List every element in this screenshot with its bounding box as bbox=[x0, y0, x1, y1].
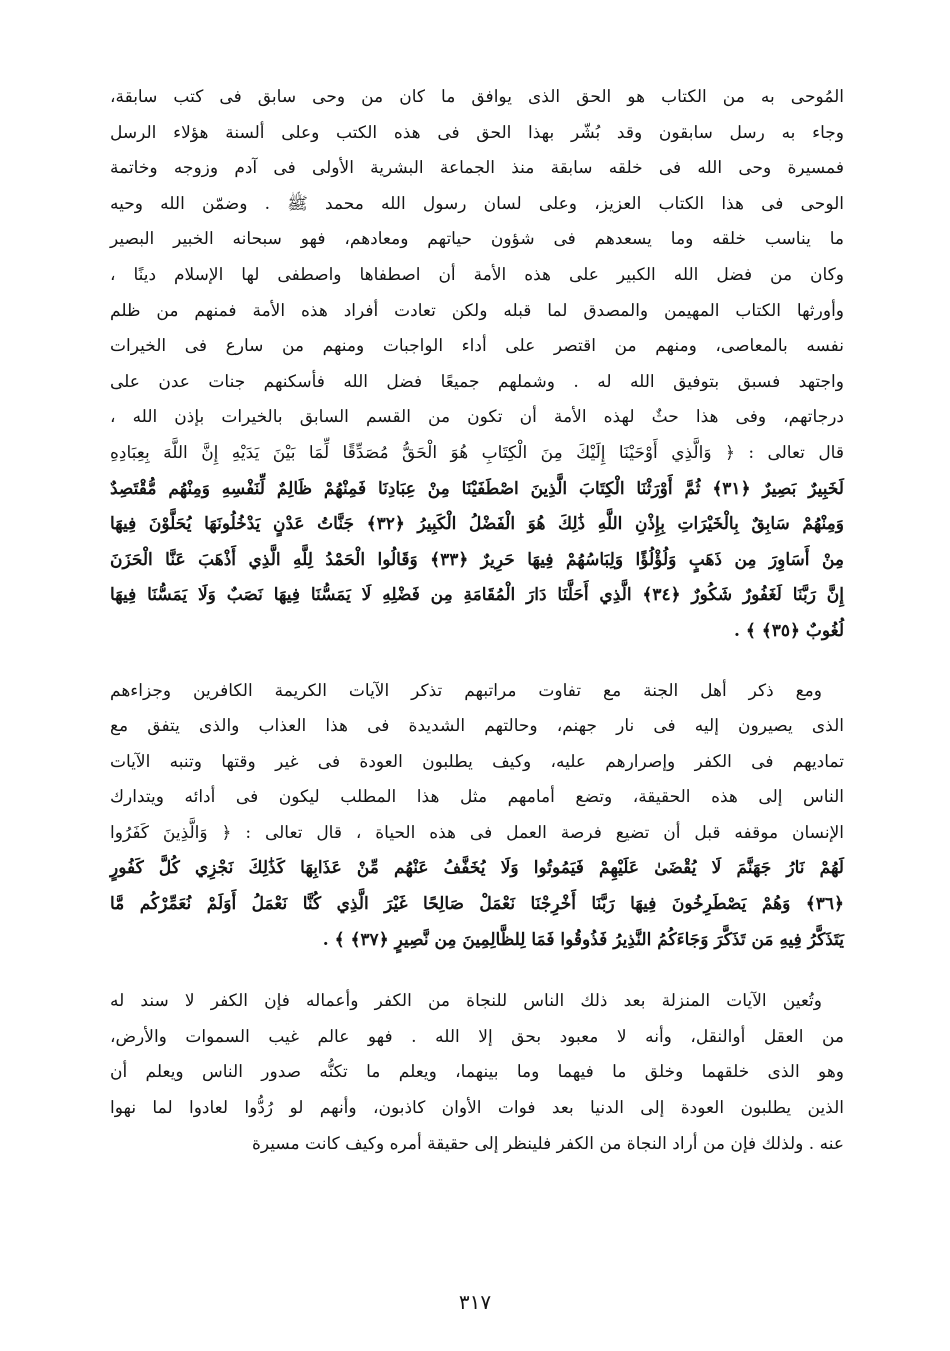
text-line: وتُعين الآيات المنزلة بعد ذلك الناس للنجاة من الكفر وأعماله فإن الكفر لا سند له bbox=[110, 991, 822, 1012]
text-line: قال تعالى : ﴿ وَالَّذِي أَوْحَيْنَا إِلَيْكَ مِنَ الْكِتَابِ هُوَ الْحَقُّ مُصَدِّقًا لِّمَا بَيْنَ يَدَيْهِ إِنَّ اللَّهَ بِعِبَادِهِ bbox=[110, 442, 844, 463]
text-line: وهو الذى خلقهما وخلق ما فيهما وما بينهما، ويعلم ما تكنُّه صدور الناس ويعلم أن bbox=[110, 1062, 844, 1083]
text-line: من العقل أوالنقل، وأنه لا معبود بحق إلا الله . فهو عالم غيب السموات والأرض، bbox=[110, 1026, 844, 1047]
paragraph bbox=[110, 80, 844, 650]
text-line: وجاء به رسل سابقون وقد بُشّر بهذا الحق فى هذه الكتب وعلى ألسنة هؤلاء الرسل bbox=[110, 122, 844, 143]
text-line: الإنسان موقفه قبل أن تضيع فرصة العمل فى هذه الحياة ، قال تعالى : ﴿ وَالَّذِينَ كَفَرُوا bbox=[110, 822, 844, 843]
text-line: وأورثها الكتاب المهيمن والمصدق لما قبله ولكن تعادت أفراد هذه الأمة فمنهم من ظلم bbox=[110, 300, 844, 321]
quran-verse-line: يَتَذَكَّرُ فِيهِ مَن تَذَكَّرَ وَجَاءَكُمُ النَّذِيرُ فَذُوقُوا فَمَا لِلظَّالِمِينَ مِن نَّصِيرٍ ﴿٣٧﴾ ﴾ . bbox=[322, 929, 844, 950]
text-line: عنه . ولذلك فإن من أراد النجاة من الكفر فلينظر إلى حقيقة أمره وكيف كانت مسيرة bbox=[251, 1133, 844, 1154]
text-line: درجاتهم، وفى هذا حثٌ لهذه الأمة أن تكون من القسم السابق بالخيرات بإذن الله ، bbox=[110, 407, 844, 428]
text-line: ما يناسب خلقه وما يسعدهم فى شؤون حياتهم ومعادهم، فهو سبحانه الخبير البصير bbox=[110, 229, 844, 250]
text-line: الوحى فى هذا الكتاب العزيز، وعلى لسان رسول الله محمد ﷺ . وضمّن الله وحيه bbox=[110, 193, 844, 214]
quran-verse-line: لُغُوبٌ ﴿٣٥﴾ ﴾ . bbox=[734, 620, 844, 641]
text-line: الذى يصيرون إليه فى نار جهنم، وحالتهم الشديدة فى هذا العذاب والذى يتفق مع bbox=[110, 716, 844, 737]
text-line: الذين يطلبون العودة إلى الدنيا بعد فوات الأوان كاذبون، وأنهم لو رُدُّوا لعادوا لما نهوا bbox=[110, 1098, 844, 1119]
text-line: المُوحى به من الكتاب هو الحق الذى يوافق ما كان من وحى سابق فى كتب سابقة، bbox=[110, 87, 844, 107]
quran-verse-line: وَمِنْهُمْ سَابِقٌ بِالْخَيْرَاتِ بِإِذْنِ اللَّهِ ذَٰلِكَ هُوَ الْفَضْلُ الْكَبِيرُ ﴿٣٢﴾ جَنَّاتُ عَدْنٍ يَدْخُلُونَهَا يُحَلَّوْنَ فِيهَا bbox=[110, 514, 844, 535]
text-line: نفسه بالمعاصى، ومنهم من اقتصر على أداء الواجبات ومنهم من سارع فى الخيرات bbox=[110, 336, 844, 357]
paragraph bbox=[110, 674, 844, 959]
quran-verse-line: ﴿٣٦﴾ وَهُمْ يَصْطَرِخُونَ فِيهَا رَبَّنَا أَخْرِجْنَا نَعْمَلْ صَالِحًا غَيْرَ الَّذِي كُنَّا نَعْمَلُ أَوَلَمْ نُعَمِّرْكُم مَّا bbox=[110, 894, 844, 915]
text-line: الناس إلى هذه الحقيقة، وتضع أمامهم مثل هذا المطلب ليكون فى أدائه ويتدارك bbox=[110, 787, 844, 808]
page-text-block bbox=[110, 80, 844, 1162]
text-line: فمسيرة وحى الله فى خلقه سابقة منذ الجماعة البشرية الأولى فى آدم وزوجه وخاتمة bbox=[110, 158, 844, 179]
text-line: وكان من فضل الله الكبير على هذه الأمة أن اصطفاها واصطفى لها الإسلام دينًا ، bbox=[110, 264, 844, 285]
text-line: ومع ذكر أهل الجنة مع تفاوت مراتبهم تذكر الآيات الكريمة الكافرين وجزاءهم bbox=[110, 680, 822, 701]
text-line: تماديهم فى الكفر وإصرارهم عليه، وكيف يطلبون العودة فى غير وقتها وتنبه الآيات bbox=[110, 751, 844, 772]
page-number: ٣١٧ bbox=[458, 1290, 492, 1314]
quran-verse-line: إِنَّ رَبَّنَا لَغَفُورٌ شَكُورٌ ﴿٣٤﴾ الَّذِي أَحَلَّنَا دَارَ الْمُقَامَةِ مِن فَضْلِهِ لَا يَمَسُّنَا فِيهَا نَصَبٌ وَلَا يَمَسُّنَا فِيهَا bbox=[110, 585, 844, 606]
paragraph bbox=[110, 984, 844, 1162]
quran-verse-line: لَخَبِيرٌ بَصِيرٌ ﴿٣١﴾ ثُمَّ أَوْرَثْنَا الْكِتَابَ الَّذِينَ اصْطَفَيْنَا مِنْ عِبَادِنَا فَمِنْهُمْ ظَالِمٌ لِّنَفْسِهِ وَمِنْهُم مُّقْتَصِدٌ bbox=[110, 478, 844, 499]
quran-verse-line: لَهُمْ نَارُ جَهَنَّمَ لَا يُقْضَىٰ عَلَيْهِمْ فَيَمُوتُوا وَلَا يُخَفَّفُ عَنْهُم مِّنْ عَذَابِهَا كَذَٰلِكَ نَجْزِي كُلَّ كَفُورٍ bbox=[110, 858, 844, 879]
text-line: واجتهد فسبق بتوفيق الله له . وشملهم جميعًا فضل الله فأسكنهم جنات عدن على bbox=[110, 371, 844, 392]
quran-verse-line: مِنْ أَسَاوِرَ مِن ذَهَبٍ وَلُؤْلُؤًا وَلِبَاسُهُمْ فِيهَا حَرِيرٌ ﴿٣٣﴾ وَقَالُوا الْحَمْدُ لِلَّهِ الَّذِي أَذْهَبَ عَنَّا الْحَزَنَ bbox=[110, 549, 845, 570]
